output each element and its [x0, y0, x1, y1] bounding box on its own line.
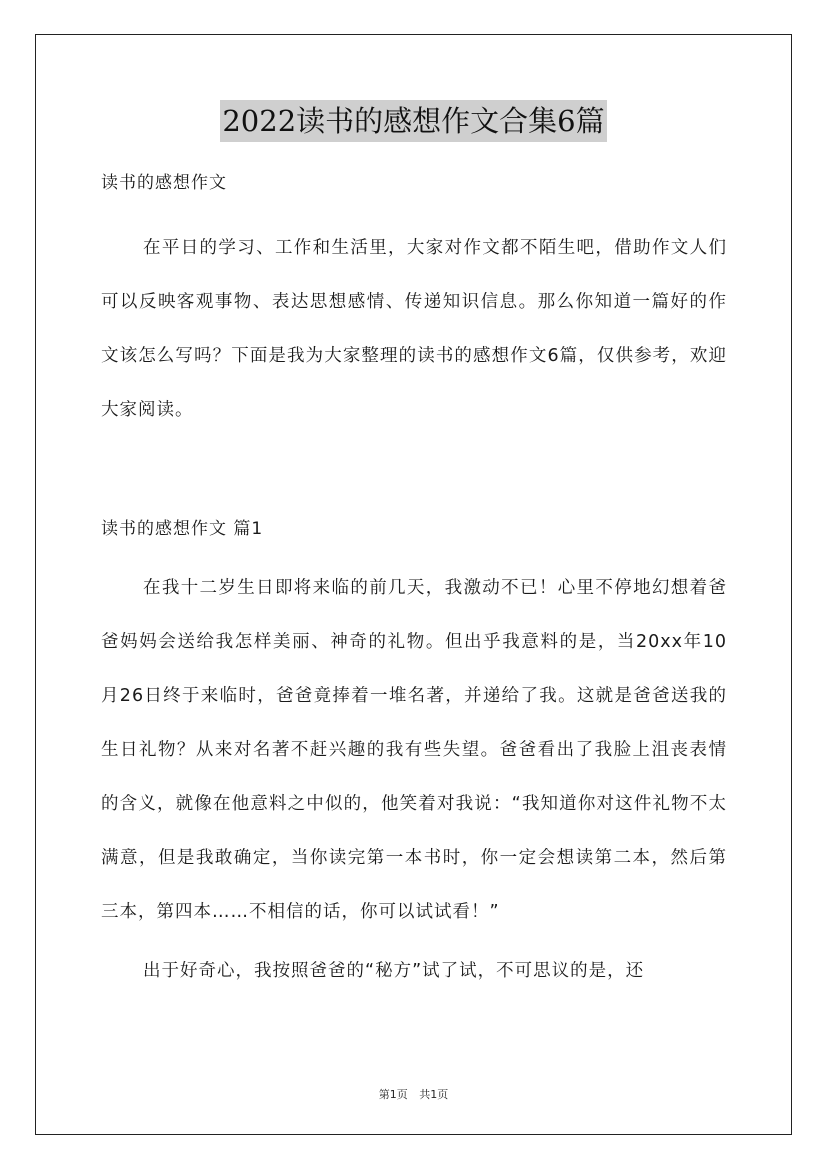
intro-paragraph: 在平日的学习、工作和生活里，大家对作文都不陌生吧，借助作文人们可以反映客观事物、表达思想感情、传递知识信息。那么你知道一篇好的作文该怎么写吗？下面是我为大家整理的读书的感想作文6篇，仅供参考，欢迎大家阅读。 [101, 238, 727, 420]
document-body [101, 171, 727, 998]
document-title: 2022读书的感想作文合集6篇 [220, 100, 606, 142]
article-paragraph-1: 在我十二岁生日即将来临的前几天，我激动不已！心里不停地幻想着爸爸妈妈会送给我怎样美丽、神奇的礼物。但出乎我意料的是，当20xx年10月26日终于来临时，爸爸竟捧着一堆名著，并递给了我。这就是爸爸送我的生日礼物？从来对名著不赶兴趣的我有些失望。爸爸看出了我脸上沮丧表情的含义，就像在他意料之中似的，他笑着对我说：“我知道你对这件礼物不太满意，但是我敢确定，当你读完第一本书时，你一定会想读第二本，然后第三本，第四本……不相信的话，你可以试试看！” [101, 578, 727, 922]
article-heading: 读书的感想作文 篇1 [101, 519, 264, 539]
section-heading: 读书的感想作文 [101, 173, 227, 193]
article-paragraph-2: 出于好奇心，我按照爸爸的“秘方”试了试，不可思议的是，还 [143, 961, 645, 981]
page-footer [0, 1086, 827, 1102]
page-number: 第1页 [378, 1088, 408, 1101]
page-total: 共1页 [419, 1088, 449, 1101]
title-container [0, 100, 827, 142]
